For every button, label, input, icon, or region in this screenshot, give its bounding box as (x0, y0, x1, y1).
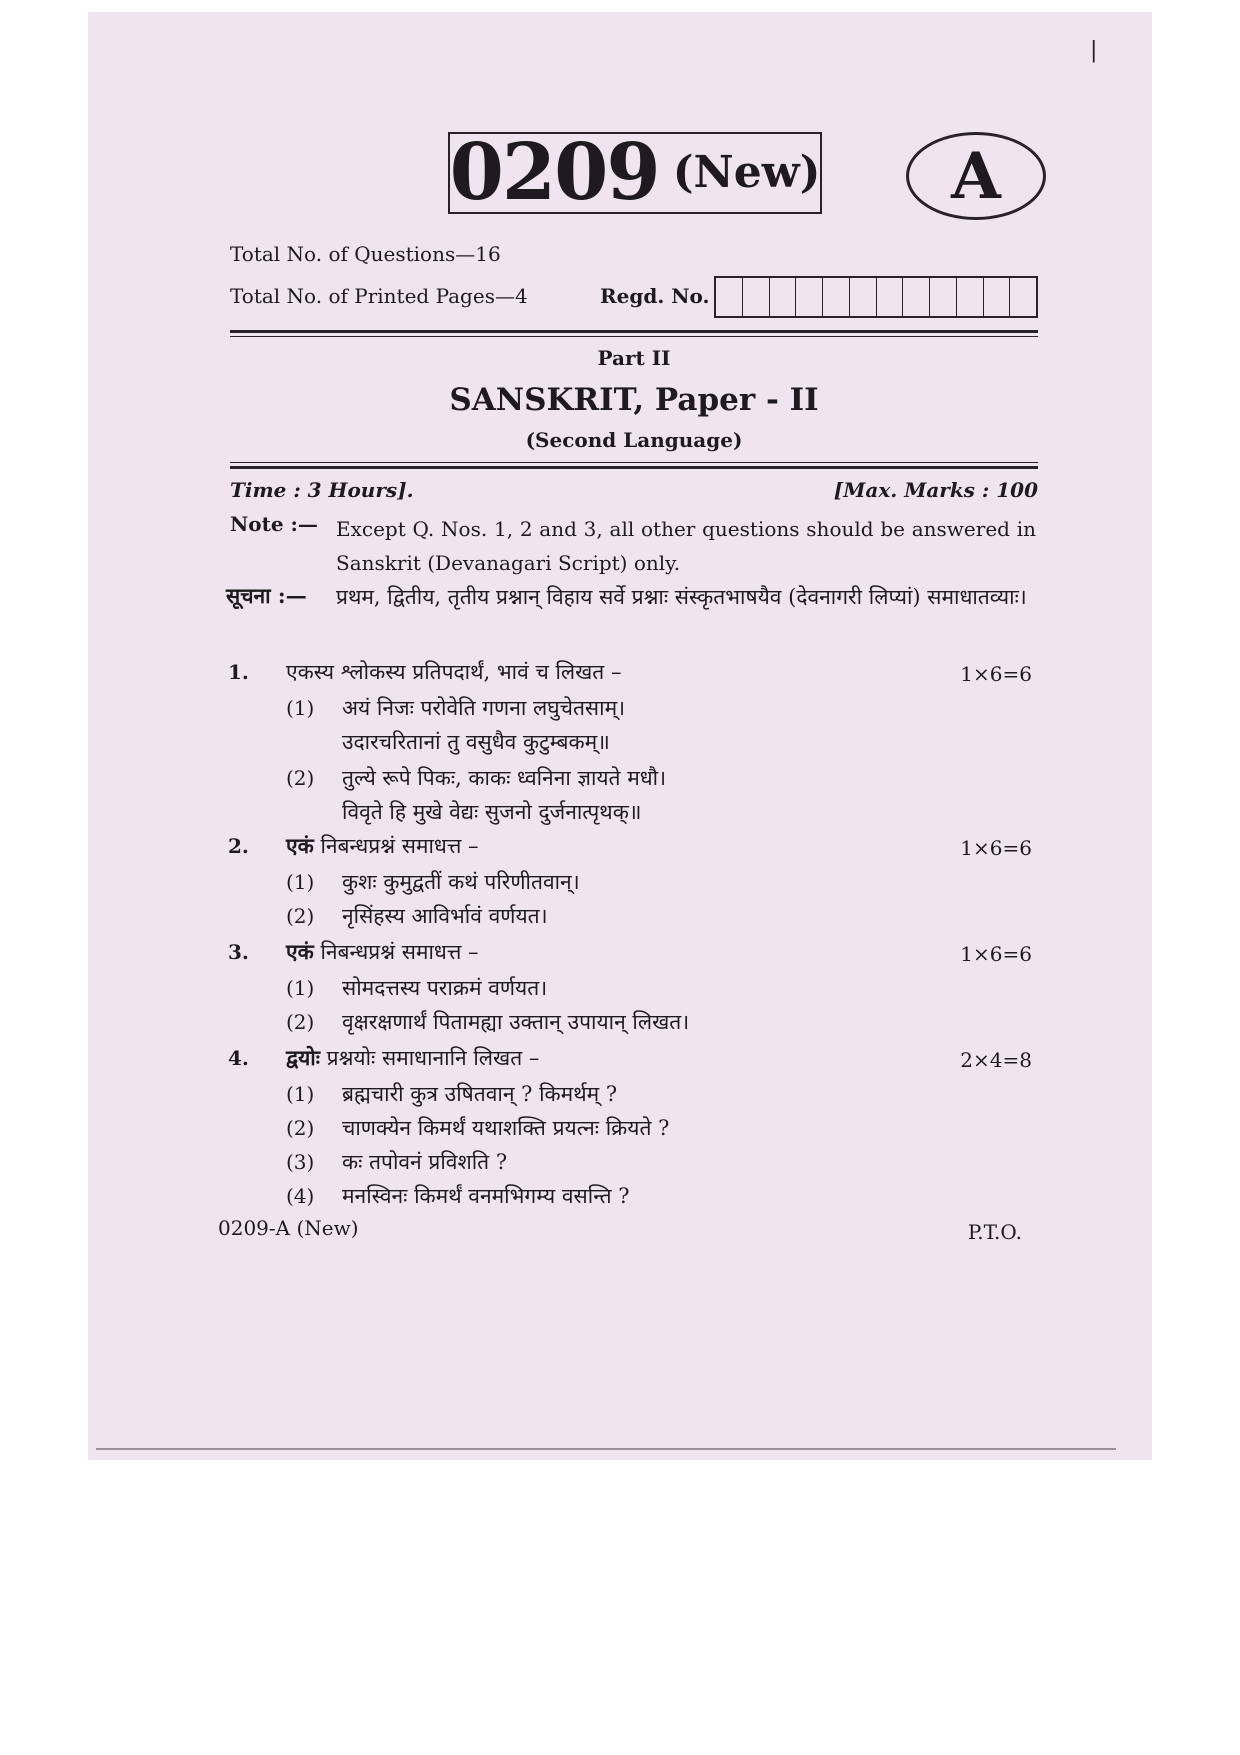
question-marks: 2×4=8 (960, 1048, 1032, 1072)
sub-question-text: ब्रह्मचारी कुत्र उषितवान् ? किमर्थम् ? (342, 1082, 618, 1106)
regd-number-boxes (714, 276, 1038, 318)
total-pages: Total No. of Printed Pages—4 (230, 284, 528, 308)
question-text (286, 938, 479, 966)
sub-question-number: (2) (286, 904, 315, 928)
sub-question-text: सोमदत्तस्य पराक्रमं वर्णयत। (342, 976, 548, 1000)
sub-question-number: (3) (286, 1150, 315, 1174)
sub-question-text: वृक्षरक्षणार्थं पितामह्या उक्तान् उपायान् लिखत। (342, 1010, 690, 1034)
question-body: निबन्धप्रश्नं समाधत्त – (320, 940, 479, 964)
sub-question-text: मनस्विनः किमर्थं वनमभिगम्य वसन्ति ? (342, 1184, 630, 1208)
sub-question-text: नृसिंहस्य आविर्भावं वर्णयत। (342, 904, 548, 928)
question-number: 2. (228, 834, 249, 858)
sub-question-number: (1) (286, 1082, 315, 1106)
question-lead: द्वयोः (286, 1045, 320, 1070)
footer-pto: P.T.O. (967, 1220, 1022, 1244)
verse-line: अयं निजः परोवेति गणना लघुचेतसाम्। (342, 696, 626, 720)
question-marks: 1×6=6 (960, 836, 1032, 860)
verse-line: तुल्ये रूपे पिकः, काकः ध्वनिना ज्ञायते मधौ। (342, 766, 667, 790)
question-marks: 1×6=6 (960, 662, 1032, 686)
paper-code: 0209 (449, 127, 659, 218)
time-label: Time : 3 Hours]. (230, 478, 414, 502)
note-label: Note :— (230, 512, 318, 536)
regd-label: Regd. No. (600, 284, 710, 308)
question-lead: एकं (286, 833, 314, 858)
note-text: Except Q. Nos. 1, 2 and 3, all other questions should be answered in Sanskrit (Devanagari Script) only. (336, 517, 1036, 575)
set-badge: A (906, 132, 1046, 220)
mid-rule (230, 466, 1038, 469)
question-text: एकस्य श्लोकस्य प्रतिपदार्थं, भावं च लिखत – (286, 660, 622, 684)
sub-question-number: (2) (286, 766, 315, 790)
page-edge-line (96, 1448, 1116, 1450)
sub-question-number: (1) (286, 976, 315, 1000)
corner-mark: | (1090, 38, 1098, 63)
suchna-text: प्रथम, द्वितीय, तृतीय प्रश्नान् विहाय सर्वे प्रश्नाः संस्कृतभाषयैव (देवनागरी लिप्यां) समाधातव्याः। (336, 585, 1027, 609)
paper-code-box (448, 127, 822, 218)
mid-rule-thin (230, 462, 1038, 463)
top-rule-thin (230, 336, 1038, 337)
verse-line: उदारचरितानां तु वसुधैव कुटुम्बकम्॥ (342, 730, 610, 754)
question-number: 1. (228, 660, 249, 684)
verse-line: विवृते हि मुखे वेद्यः सुजनो दुर्जनात्पृथक्॥ (342, 800, 642, 824)
sub-question-number: (1) (286, 870, 315, 894)
question-marks: 1×6=6 (960, 942, 1032, 966)
top-rule (230, 330, 1038, 333)
question-lead: एकं (286, 939, 314, 964)
sub-question-text: चाणक्येन किमर्थं यथाशक्ति प्रयत्नः क्रियते ? (342, 1116, 670, 1140)
question-body: प्रश्नयोः समाधानानि लिखत – (326, 1046, 540, 1070)
question-text (286, 832, 479, 860)
question-number: 4. (228, 1046, 249, 1070)
sub-question-number: (2) (286, 1010, 315, 1034)
total-questions: Total No. of Questions—16 (230, 242, 501, 266)
question-number: 3. (228, 940, 249, 964)
sub-question-number: (2) (286, 1116, 315, 1140)
part-label: Part II (597, 346, 671, 370)
sub-question-number: (4) (286, 1184, 315, 1208)
suchna-label: सूचना :— (226, 583, 307, 608)
question-text (286, 1044, 539, 1072)
subject-title: SANSKRIT, Paper - II (449, 382, 819, 418)
paper-edition: (New) (672, 147, 821, 198)
sub-question-text: कुशः कुमुद्वतीं कथं परिणीतवान्। (342, 870, 580, 894)
question-body: निबन्धप्रश्नं समाधत्त – (320, 834, 479, 858)
language-label: (Second Language) (525, 428, 743, 452)
sub-question-number: (1) (286, 696, 315, 720)
max-marks: [Max. Marks : 100 (833, 478, 1038, 502)
sub-question-text: कः तपोवनं प्रविशति ? (342, 1150, 508, 1174)
footer-code: 0209-A (New) (218, 1216, 359, 1240)
